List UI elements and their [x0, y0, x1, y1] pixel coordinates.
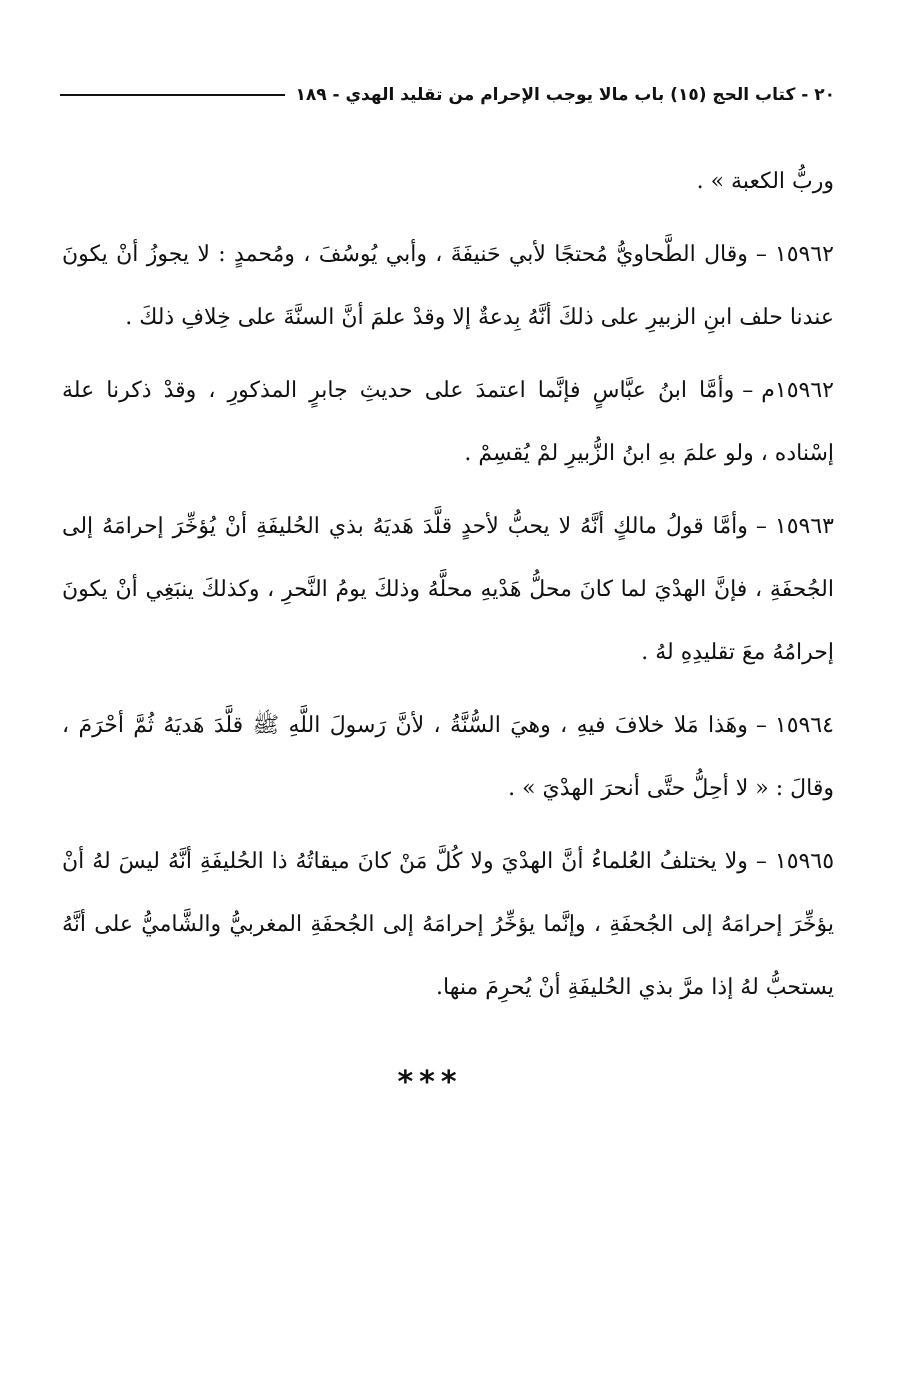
header-title: ٢٠ - كتاب الحج (١٥) باب مالا يوجب الإحرام من تقليد الهدي - ١٨٩: [295, 85, 835, 105]
paragraph-text: وقال الطَّحاويُّ مُحتجًا لأبي حَنيفَةَ ، وأبي يُوسُفَ ، ومُحمدٍ : لا يجوزُ أنْ يكونَ عندنا حلف ابنِ الزبيرِ على ذلكَ أنَّهُ بِدعةٌ إلا وقدْ علمَ أنَّ السنَّةَ على خِلافِ ذلكَ .: [62, 242, 834, 330]
paragraph-15965: [62, 830, 834, 1019]
dash: –: [755, 242, 767, 267]
paragraph-number: ١٥٩٦٥: [774, 849, 835, 874]
paragraph-number: ١٥٩٦٢م: [761, 378, 834, 403]
running-header: [60, 78, 835, 112]
paragraph-text: وأمَّا ابنُ عبَّاسٍ فإنَّما اعتمدَ على حديثِ جابرٍ المذكورِ ، وقدْ ذكرنا علة إسْناده ، ولو علمَ بهِ ابنُ الزُّبيرِ لمْ يُقسِمْ .: [62, 378, 834, 466]
paragraph-number: ١٥٩٦٤: [774, 713, 834, 738]
paragraph-15962m: [62, 359, 834, 485]
paragraph-number: ١٥٩٦٢: [774, 242, 834, 267]
dash: –: [755, 514, 767, 539]
dash: –: [742, 378, 754, 403]
paragraph-text: وهَذا مَلا خلافَ فيهِ ، وهيَ السُّنَّةُ ، لأنَّ رَسولَ اللَّهِ ﷺ قلَّدَ هَديَهُ ثُمَّ أحْرَمَ ، وقالَ : « لا أحِلُّ حتَّى أنحرَ الهدْيَ » .: [62, 713, 834, 801]
paragraph-continuation: [62, 150, 834, 213]
paragraph-text: ولا يختلفُ العُلماءُ أنَّ الهدْيَ ولا كُلَّ مَنْ كانَ ميقاتُهُ ذا الحُليفَةِ أنَّهُ ليسَ لهُ أنْ يؤخِّرَ إحرامَهُ إلى الجُحفَةِ ، وإنَّما يؤخِّرُ إحرامَهُ إلى الجُحفَةِ المغربيُّ والشَّاميُّ على أنَّهُ يستحبُّ لهُ إذا مرَّ بذي الحُليفَةِ أنْ يُحرِمَ منها.: [62, 849, 834, 1000]
body-text: [62, 150, 834, 1029]
dash: –: [755, 849, 767, 874]
header-rule: [60, 94, 285, 96]
paragraph-text: وأمَّا قولُ مالكٍ أنَّهُ لا يحبُّ لأحدٍ قلَّدَ هَديَهُ بذي الحُليفَةِ أنْ يُؤخِّرَ إحرامَهُ إلى الجُحفَةِ ، فإنَّ الهدْيَ لما كانَ محلُّ هَدْيهِ محلَّهُ وذلكَ يومُ النَّحرِ ، وكذلكَ ينبَغِي أنْ يكونَ إحرامُهُ معَ تقليدِهِ لهُ .: [62, 514, 834, 665]
paragraph-number: ١٥٩٦٣: [774, 514, 834, 539]
section-separator: ***: [397, 1065, 463, 1100]
paragraph-15963: [62, 495, 834, 684]
paragraph-15962: [62, 223, 834, 349]
paragraph-15964: [62, 694, 834, 820]
dash: –: [755, 713, 767, 738]
paragraph-text: وربُّ الكعبة » .: [696, 169, 834, 194]
